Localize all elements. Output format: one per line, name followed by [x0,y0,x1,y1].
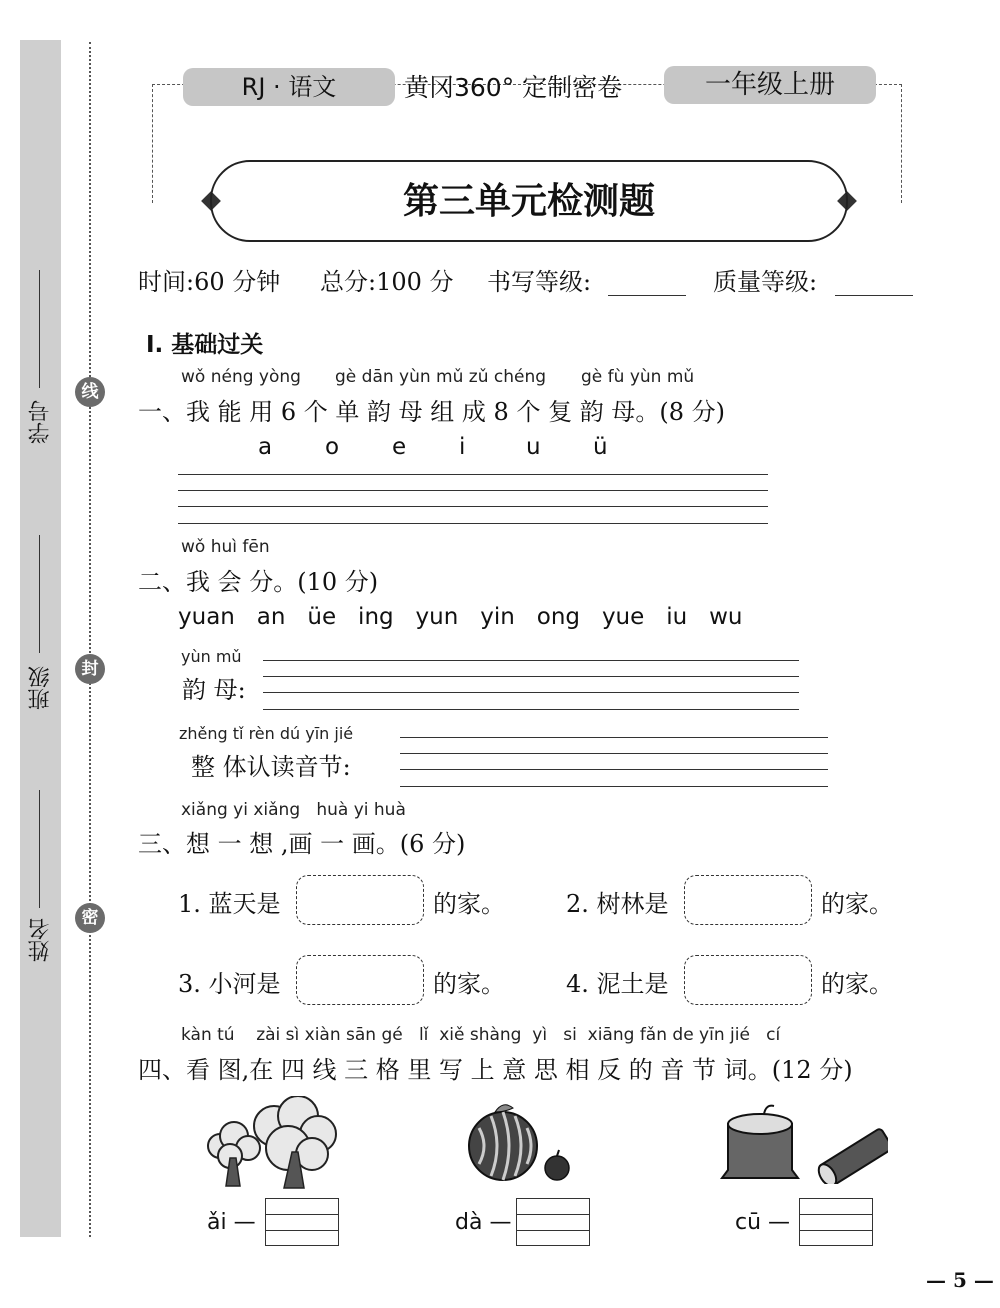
total-info: 总分:100 分 [320,268,454,296]
q1-title: 一、我 能 用 6 个 单 韵 母 组 成 8 个 复 韵 母。(8 分) [138,398,725,426]
q4-answer-2-prompt: dà — [455,1210,512,1235]
q2-syllables: yuan an üe ing yun yin ong yue iu wu [178,604,743,630]
page-title: 第三单元检测题 [210,160,848,242]
q2-pinyin: wǒ huì fēn [181,537,270,557]
q3-item-1-suffix: 的家。 [433,890,505,918]
trees-picture [200,1096,340,1192]
quality-grade-blank[interactable] [835,295,913,296]
zhengti-pinyin: zhěng tǐ rèn dú yīn jié [179,724,354,743]
q3-item-2-suffix: 的家。 [821,890,893,918]
yunmu-line[interactable] [263,660,799,661]
binding-strip [20,40,61,1237]
seal-xian: 线 [75,377,105,407]
q3-item-4-drawbox[interactable] [684,955,812,1005]
q1-vowels [258,434,660,460]
blank-class[interactable] [39,535,40,653]
zhengti-line[interactable] [400,769,828,770]
yunmu-label: 韵 母: [182,676,246,704]
label-class: 班级 [28,666,53,710]
q4-answer-3-grid[interactable] [799,1198,873,1246]
cut-line [89,42,91,1237]
q1-answer-line[interactable] [178,474,768,475]
quality-grade-label: 质量等级: [713,268,818,296]
blank-student-number[interactable] [39,270,40,388]
yunmu-pinyin: yùn mǔ [181,647,242,666]
q3-item-1-drawbox[interactable] [296,875,424,925]
blank-name[interactable] [39,790,40,908]
label-student-number: 学号 [28,400,53,444]
section-title: Ⅰ. 基础过关 [146,332,264,358]
q2-title: 二、我 会 分。(10 分) [138,568,379,596]
vowel-e: e [392,434,407,460]
q1-answer-line[interactable] [178,506,768,507]
watermelon-apple-picture [465,1098,575,1186]
q3-item-3-drawbox[interactable] [296,955,424,1005]
time-info: 时间:60 分钟 [138,268,281,296]
page-number: — 5 — [926,1268,994,1292]
q1-pinyin-1: wǒ néng yòng [181,367,301,387]
series-name: 黄冈360° 定制密卷 [404,73,623,102]
q4-pinyin: kàn tú zài sì xiàn sān gé lǐ xiě shàng yì si xiāng fǎn de yīn jié cí [181,1025,781,1045]
yunmu-line[interactable] [263,709,799,710]
q4-answer-1-grid[interactable] [265,1198,339,1246]
q1-answer-line[interactable] [178,523,768,524]
q4-answer-2-grid[interactable] [516,1198,590,1246]
vowel-v: ü [593,434,608,460]
vowel-u: u [526,434,541,460]
q1-pinyin-2: gè dān yùn mǔ zǔ chéng [335,367,547,387]
vowel-i: i [459,434,466,460]
q3-item-2-drawbox[interactable] [684,875,812,925]
vowel-a: a [258,434,273,460]
seal-mi: 密 [75,903,105,933]
zhengti-line[interactable] [400,753,828,754]
yunmu-line[interactable] [263,692,799,693]
q3-item-4-suffix: 的家。 [821,970,893,998]
q3-pinyin: xiǎng yi xiǎng huà yi huà [181,800,406,820]
q4-answer-3-prompt: cū — [735,1210,791,1235]
writing-grade-blank[interactable] [608,295,686,296]
q4-title: 四、看 图,在 四 线 三 格 里 写 上 意 思 相 反 的 音 节 词。(12 分) [138,1056,853,1084]
yunmu-line[interactable] [263,676,799,677]
seal-feng: 封 [75,654,105,684]
vowel-o: o [325,434,340,460]
subject-pill: RJ · 语文 [183,68,395,106]
q4-answer-1-prompt: ǎi — [207,1210,256,1235]
q3-title: 三、想 一 想 ,画 一 画。(6 分) [138,830,466,858]
q3-item-1-prefix: 1. 蓝天是 [178,890,281,918]
q3-item-3-prefix: 3. 小河是 [178,970,281,998]
q3-item-4-prefix: 4. 泥土是 [566,970,669,998]
q3-item-3-suffix: 的家。 [433,970,505,998]
q1-answer-line[interactable] [178,490,768,491]
zhengti-line[interactable] [400,737,828,738]
zhengti-line[interactable] [400,786,828,787]
label-name: 姓名 [28,918,53,962]
q1-pinyin-3: gè fù yùn mǔ [581,367,695,387]
writing-grade-label: 书写等级: [487,268,592,296]
stump-log-picture [718,1100,888,1184]
q3-item-2-prefix: 2. 树林是 [566,890,669,918]
grade-pill: 一年级上册 [664,66,876,104]
zhengti-label: 整 体认读音节: [191,753,351,781]
